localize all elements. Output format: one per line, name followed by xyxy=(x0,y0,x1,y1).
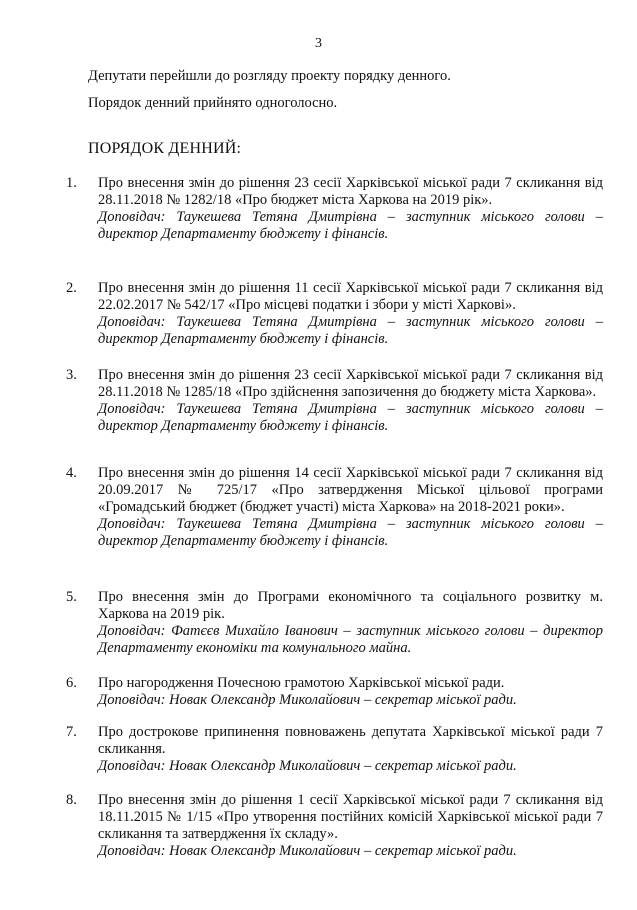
agenda-item-text: Про внесення змін до рішення 1 сесії Харківської міської ради 7 скликання від 18.11.2015 № 1/15 «Про утворення постійних комісій Харківської міської ради 7 скликання та затвердження їх складу». xyxy=(98,792,603,842)
agenda-item-speaker: Доповідач: Таукешева Тетяна Дмитрівна – заступник міського голови – директор Департаменту бюджету і фінансів. xyxy=(98,209,603,242)
agenda-item-text: Про внесення змін до рішення 11 сесії Харківської міської ради 7 скликання від 22.02.2017 № 542/17 «Про місцеві податки і збори у місті Харкові». xyxy=(98,280,603,313)
agenda-item-text: Про нагородження Почесною грамотою Харківської міської ради. xyxy=(98,675,505,691)
agenda-item-number: 2. xyxy=(66,280,77,296)
agenda-item-speaker: Доповідач: Таукешева Тетяна Дмитрівна – заступник міського голови – директор Департаменту бюджету і фінансів. xyxy=(98,314,603,347)
intro-line-2: Порядок денний прийнято одноголосно. xyxy=(88,95,338,111)
agenda-item-number: 4. xyxy=(66,465,77,481)
agenda-item-speaker: Доповідач: Таукешева Тетяна Дмитрівна – заступник міського голови – директор Департаменту бюджету і фінансів. xyxy=(98,401,603,434)
agenda-item-body xyxy=(98,792,603,860)
agenda-item-speaker: Доповідач: Таукешева Тетяна Дмитрівна – заступник міського голови – директор Департаменту бюджету і фінансів. xyxy=(98,516,603,549)
agenda-item-speaker: Доповідач: Новак Олександр Миколайович – секретар міської ради. xyxy=(98,843,517,859)
page-number: 3 xyxy=(315,36,322,51)
agenda-item-number: 6. xyxy=(66,675,77,691)
agenda-item-number: 8. xyxy=(66,792,77,808)
agenda-item-number: 5. xyxy=(66,589,77,605)
agenda-title: ПОРЯДОК ДЕННИЙ: xyxy=(88,140,242,157)
agenda-item-text: Про дострокове припинення повноважень депутата Харківської міської ради 7 скликання. xyxy=(98,724,603,757)
agenda-item-number: 3. xyxy=(66,367,77,383)
agenda-item-body xyxy=(98,589,603,657)
agenda-item-body xyxy=(98,724,603,775)
agenda-item-text: Про внесення змін до Програми економічного та соціального розвитку м. Харкова на 2019 рік. xyxy=(98,589,603,622)
agenda-item-number: 1. xyxy=(66,175,77,191)
agenda-item-body xyxy=(98,367,603,435)
agenda-item-body xyxy=(98,175,603,243)
agenda-item-body xyxy=(98,465,603,550)
agenda-item-number: 7. xyxy=(66,724,77,740)
agenda-item-text: Про внесення змін до рішення 14 сесії Харківської міської ради 7 скликання від 20.09.2017 № 725/17 «Про затвердження Міської цільової програми «Громадський бюджет (бюджет участі) міста Харкова» на 2018-2021 роки». xyxy=(98,465,603,515)
agenda-item-speaker: Доповідач: Фатєєв Михайло Іванович – заступник міського голови – директор Департаменту економіки та комунального майна. xyxy=(98,623,603,656)
agenda-item-body xyxy=(98,675,603,709)
agenda-item-text: Про внесення змін до рішення 23 сесії Харківської міської ради 7 скликання від 28.11.2018 № 1282/18 «Про бюджет міста Харкова на 2019 рік». xyxy=(98,175,603,208)
agenda-item-speaker: Доповідач: Новак Олександр Миколайович – секретар міської ради. xyxy=(98,692,517,708)
agenda-item-body xyxy=(98,280,603,348)
agenda-item-text: Про внесення змін до рішення 23 сесії Харківської міської ради 7 скликання від 28.11.2018 № 1285/18 «Про здійснення запозичення до бюджету міста Харкова». xyxy=(98,367,603,400)
intro-line-1: Депутати перейшли до розгляду проекту порядку денного. xyxy=(88,68,451,84)
agenda-item-speaker: Доповідач: Новак Олександр Миколайович – секретар міської ради. xyxy=(98,758,517,774)
